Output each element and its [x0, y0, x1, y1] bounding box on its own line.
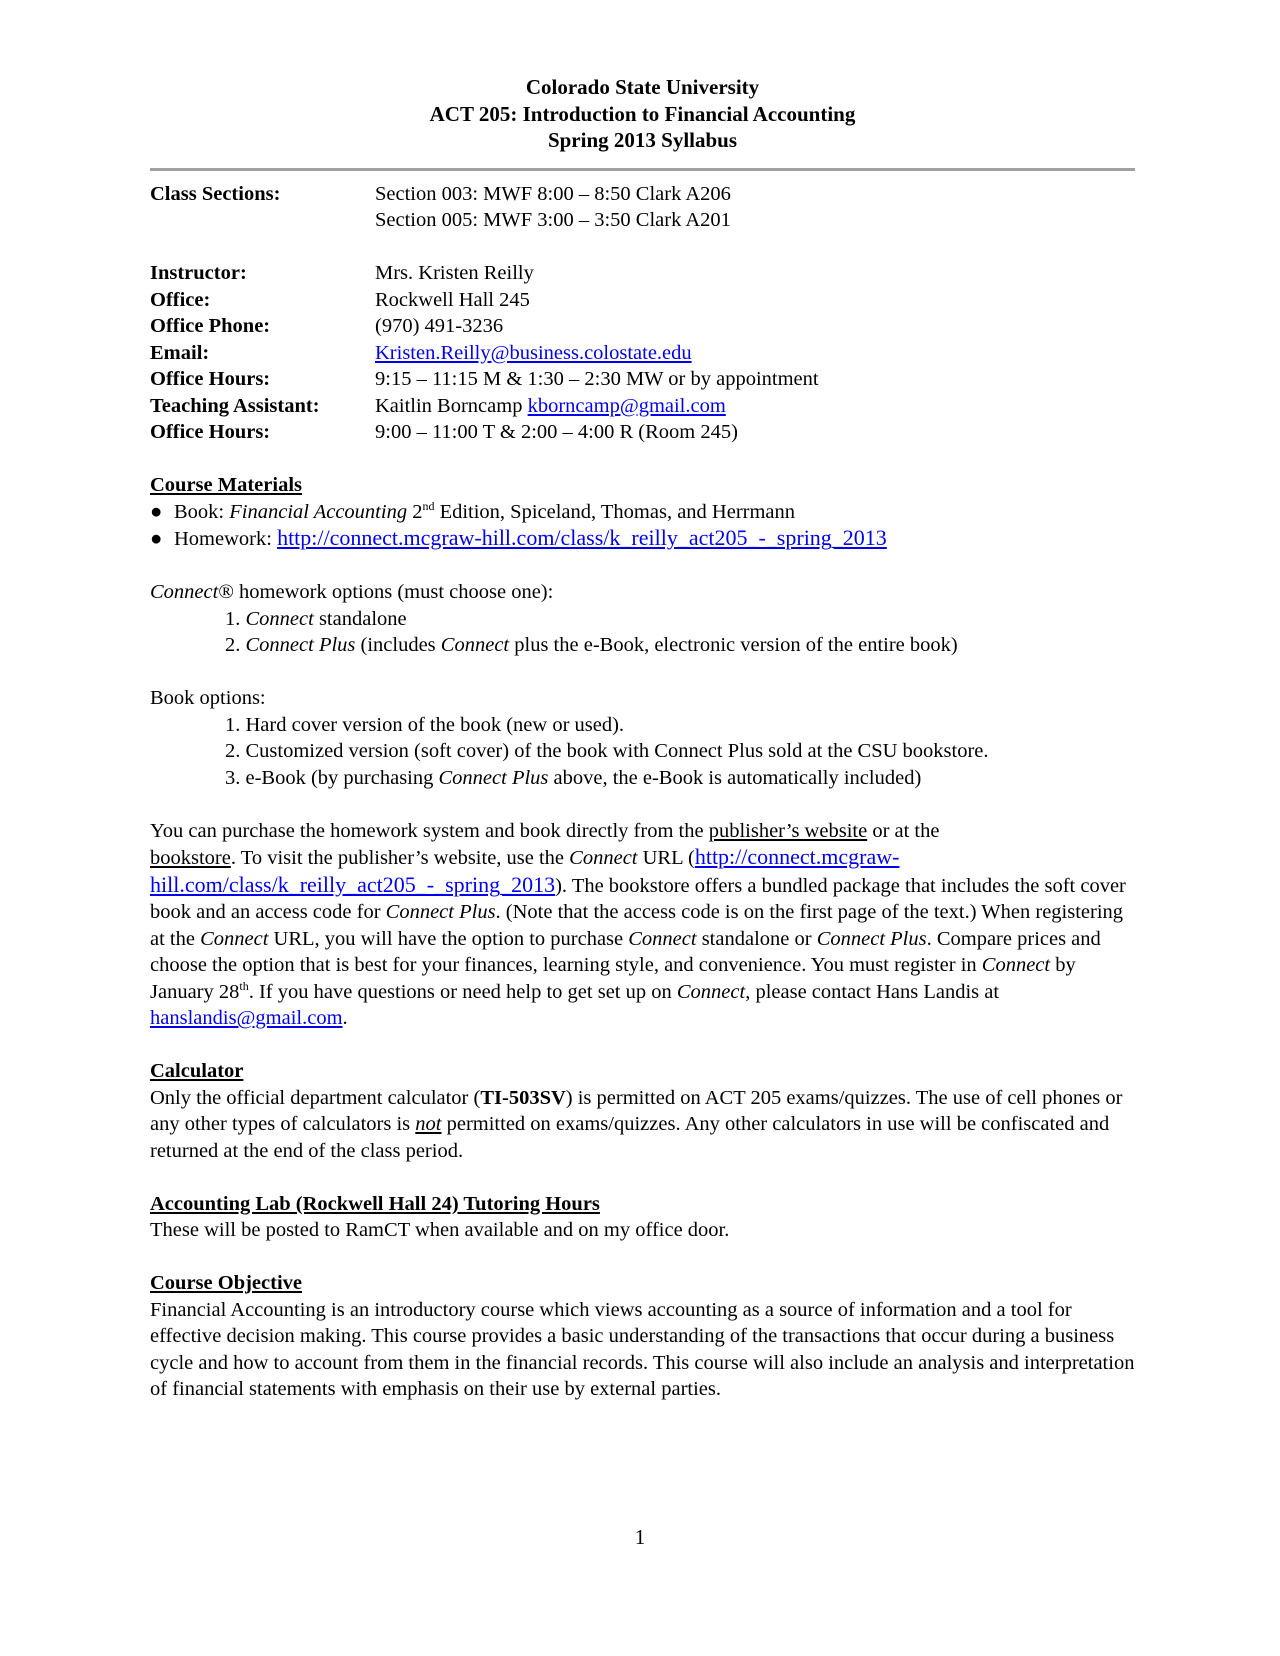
instructor-email-link[interactable]: Kristen.Reilly@business.colostate.edu	[375, 341, 692, 364]
connect-url-link-part1[interactable]: http://connect.mcgraw-	[694, 844, 900, 869]
ta-name: Kaitlin Borncamp	[375, 394, 523, 417]
office-phone: (970) 491-3236	[375, 315, 504, 337]
email-row	[150, 340, 1135, 367]
connect-url-link-part2[interactable]: hill.com/class/k_reilly_act205_-_spring_2013	[150, 871, 556, 897]
contact-email-link[interactable]: hanslandis@gmail.com	[150, 1007, 343, 1029]
book-options-label: Book options:	[150, 687, 266, 709]
term-title: Spring 2013 Syllabus	[547, 128, 738, 152]
bullet-icon: ●	[150, 528, 163, 550]
office-hours-row	[150, 366, 1135, 393]
objective-heading: Course Objective	[150, 1272, 302, 1294]
section-003: Section 003: MWF 8:00 – 8:50 Clark A206	[375, 182, 731, 205]
class-sections-label: Class Sections:	[150, 182, 281, 205]
lab-text: These will be posted to RamCT when available and on my office door.	[150, 1219, 730, 1241]
office-hours-label: Office Hours:	[150, 368, 271, 390]
book-option-1: 1. Hard cover version of the book (new or used).	[225, 713, 625, 736]
instructor-row	[150, 260, 1135, 287]
book-title: Financial Accounting	[229, 500, 408, 523]
objective-text: Financial Accounting is an introductory course which views accounting as a source of information and a tool for effective decision making. This course provides a basic understanding of the transactions that occur during a business cycle and how to account from them in the financial records. This course will also include an analysis and interpretation of financial statements with emphasis on their use by external parties.	[150, 1298, 1135, 1400]
syllabus-page	[150, 74, 1135, 1403]
course-materials-heading: Course Materials	[150, 474, 302, 496]
connect-option-1: 1. Connect standalone	[225, 607, 407, 630]
homework-url-link[interactable]: http://connect.mcgraw-hill.com/class/k_reilly_act205_-_spring_2013	[277, 525, 887, 550]
book-option-2: 2. Customized version (soft cover) of the book with Connect Plus sold at the CSU bookstore.	[225, 740, 989, 762]
calculator-heading: Calculator	[150, 1060, 244, 1082]
office-hours: 9:15 – 11:15 M & 1:30 – 2:30 MW or by appointment	[375, 368, 819, 390]
publisher-website-link[interactable]: publisher’s website	[708, 819, 868, 842]
bookstore-link[interactable]: bookstore	[150, 847, 231, 869]
ta-hours: 9:00 – 11:00 T & 2:00 – 4:00 R (Room 245)	[375, 421, 738, 443]
office-row	[150, 287, 1135, 314]
lab-heading: Accounting Lab (Rockwell Hall 24) Tutoring Hours	[150, 1192, 600, 1215]
connect-options-intro: Connect® homework options (must choose one):	[150, 581, 554, 603]
document-header	[150, 74, 1135, 154]
book-option-3: 3. e-Book (by purchasing Connect Plus above, the e-Book is automatically included)	[225, 766, 922, 789]
ta-email-link[interactable]: kborncamp@gmail.com	[527, 394, 726, 417]
bullet-icon: ●	[150, 500, 163, 523]
ta-hours-row	[150, 419, 1135, 446]
page-number: 1	[634, 1525, 646, 1549]
calculator-model: TI-503SV	[480, 1086, 566, 1109]
email-label: Email:	[150, 341, 210, 364]
phone-row	[150, 313, 1135, 340]
university-name: Colorado State University	[525, 75, 760, 99]
connect-option-2: 2. Connect Plus (includes Connect plus the e-Book, electronic version of the entire book)	[225, 634, 958, 656]
header-divider	[150, 168, 1135, 171]
ta-row	[150, 393, 1135, 420]
ta-label: Teaching Assistant:	[150, 394, 320, 417]
course-title: ACT 205: Introduction to Financial Accounting	[429, 101, 856, 126]
homework-bullet: ● Homework: http://connect.mcgraw-hill.com/class/k_reilly_act205_-_spring_2013	[150, 525, 1135, 553]
section-005: Section 005: MWF 3:00 – 3:50 Clark A201	[375, 209, 731, 231]
ta-hours-label: Office Hours:	[150, 421, 271, 443]
office-location: Rockwell Hall 245	[375, 288, 530, 311]
office-label: Office:	[150, 288, 211, 311]
instructor-name: Mrs. Kristen Reilly	[375, 262, 534, 284]
instructor-label: Instructor:	[150, 262, 247, 284]
calculator-paragraph: Only the official department calculator (TI-503SV) is permitted on ACT 205 exams/quizzes. The use of cell phones or any other types of calculators is not permitted on exams/quizzes. Any other calculators in use will be confiscated and returned at the end of the class period.	[150, 1086, 1123, 1162]
class-sections-row	[150, 181, 1135, 234]
phone-label: Office Phone:	[150, 315, 271, 337]
book-bullet: ● Book: Financial Accounting 2nd Edition, Spiceland, Thomas, and Herrmann	[150, 499, 1135, 526]
purchase-paragraph: You can purchase the homework system and book directly from the publisher’s website or at the bookstore. To visit the publisher’s website, use the Connect URL (http://connect.mcgraw- hill.com/class/k_reilly_act205_-_spring_2013). The bookstore offers a bundled package that includes the soft cover book and an access code for Connect Plus. (Note that the access code is on the first page of the text.) When registering at the Connect URL, you will have the option to purchase Connect standalone or Connect Plus. Compare prices and choose the option that is best for your finances, learning style, and convenience. You must register in Connect by January 28th. If you have questions or need help to get set up on Connect, please contact Hans Landis at hanslandis@gmail.com.	[150, 819, 1126, 1029]
